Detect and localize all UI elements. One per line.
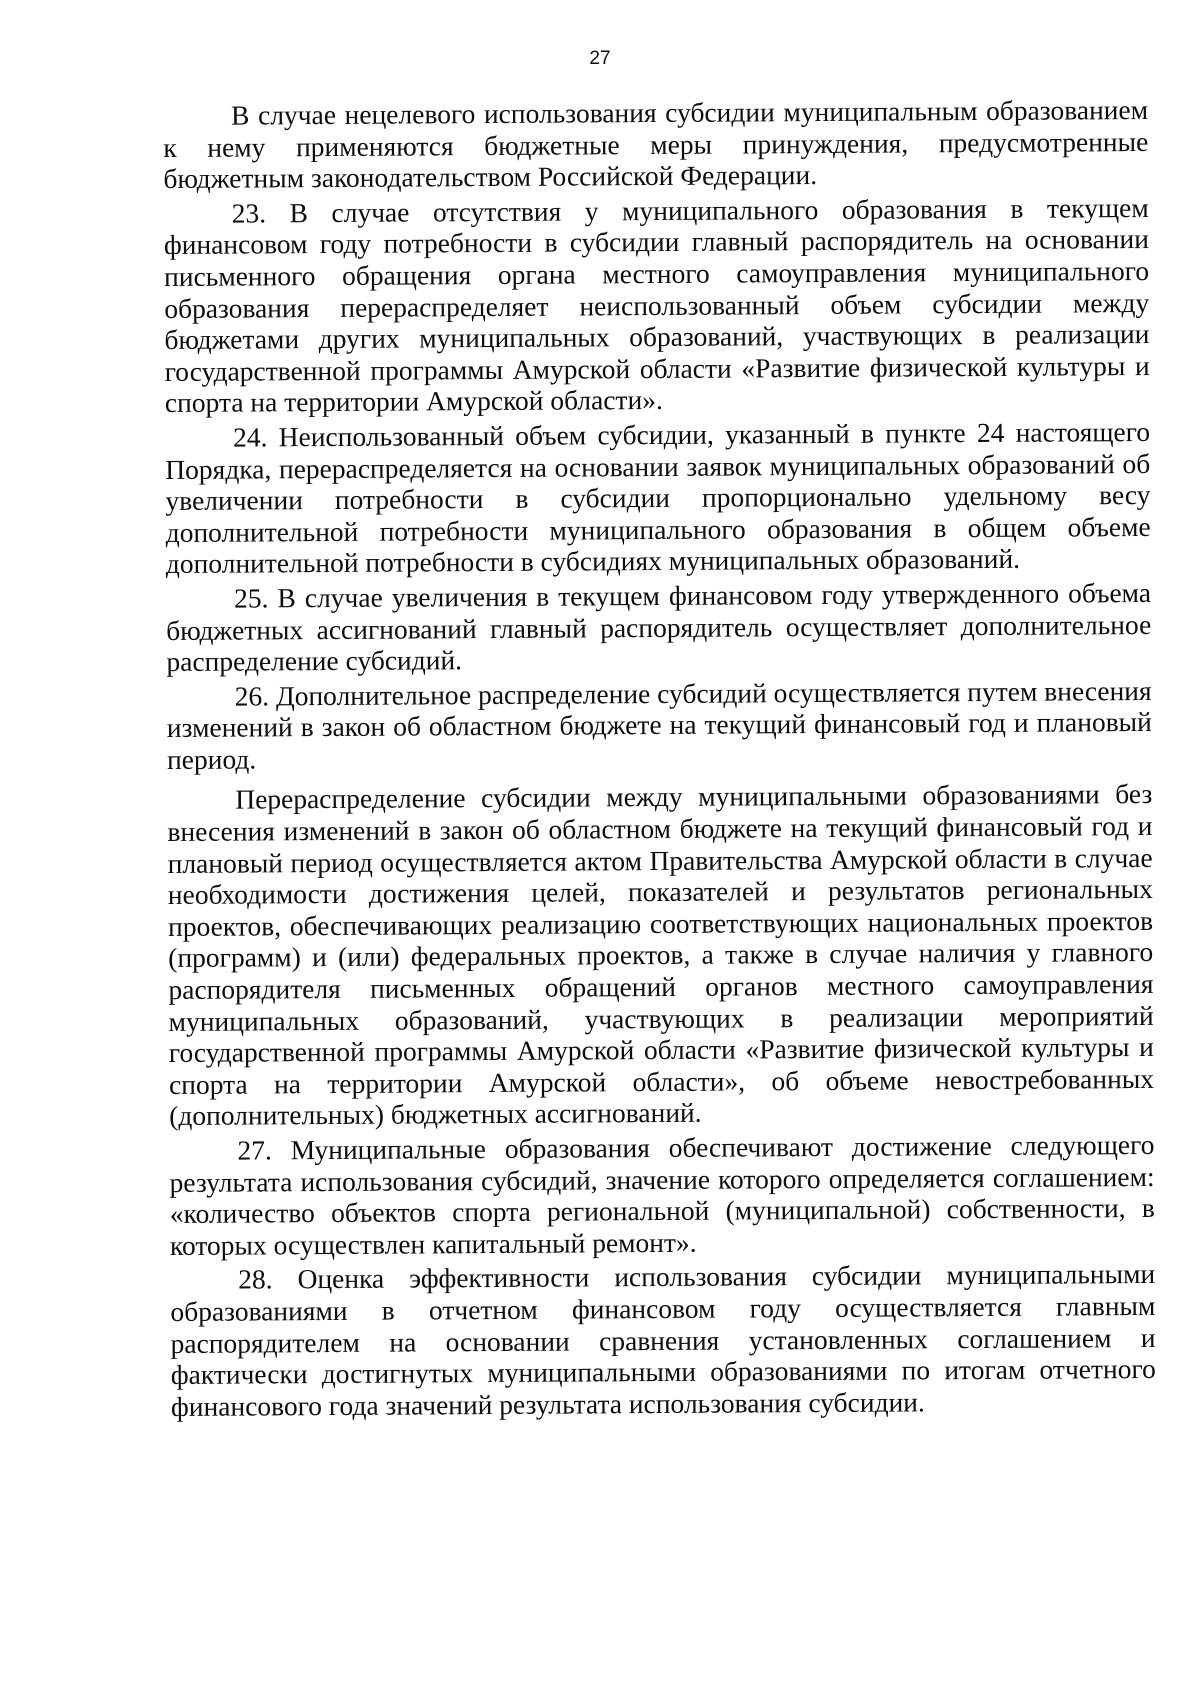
paragraph-28: 28. Оценка эффективности использования субсидии муниципальными образованиями в отчетном финансовом году осуществляется главным распорядителем на основании сравнения установленных соглашением и фактически достигнутых муниципальными образованиями по итогам отчетного финансового года значений результата использования субсидии. bbox=[170, 1258, 1156, 1422]
paragraph-27: 27. Муниципальные образования обеспечивают достижение следующего результата использования субсидий, значение которого определяется соглашением: «количество объектов спорта региональной (муниципальной) собственности, в которых осуществлен капитальный ремонт». bbox=[169, 1128, 1155, 1261]
paragraph-24: 24. Неиспользованный объем субсидии, указанный в пункте 24 настоящего Порядка, перераспределяется на основании заявок муниципальных образований об увеличении потребности в субсидии пропорционально удельному весу дополнительной потребности муниципального образования в общем объеме дополнительной потребности в субсидиях муниципальных образований. bbox=[165, 415, 1151, 580]
paragraph-misuse-measures: В случае нецелевого использования субсидии муниципальным образованием к нему применяются бюджетные меры принуждения, предусмотренные бюджетным законодательством Российской Федерации. bbox=[163, 93, 1149, 195]
paragraph-25: 25. В случае увеличения в текущем финансовом году утвержденного объема бюджетных ассигнований главный распорядитель осуществляет дополнительное распределение субсидий. bbox=[166, 576, 1152, 678]
paragraph-26: 26. Дополнительное распределение субсидий осуществляется путем внесения изменений в закон об областном бюджете на текущий финансовый год и плановый период. bbox=[166, 674, 1152, 775]
paragraph-redistribution: Перераспределение субсидии между муниципальными образованиями без внесения изменений в закон об областном бюджете на текущий финансовый год и плановый период осуществляется актом Правительства Амурской области в случае необходимости достижения целей, показателей и результатов региональных проектов, обеспечивающих реализацию соответствующих национальных проектов (программ) и (или) федеральных проектов, а также в случае наличия у главного распорядителя письменных обращений органов местного самоуправления муниципальных образований, участвующих в реализации мероприятий государственной программы Амурской области «Развитие физической культуры и спорта на территории Амурской области», об объеме невостребованных (дополнительных) бюджетных ассигнований. bbox=[167, 778, 1155, 1132]
document-body bbox=[163, 94, 1156, 1422]
paragraph-23: 23. В случае отсутствия у муниципального образования в текущем финансовом году потребности в субсидии главный распорядитель на основании письменного обращения органа местного самоуправления муниципального образования перераспределяет неиспользованный объем субсидии между бюджетами других муниципальных образований, участвующих в реализации государственной программы Амурской области «Развитие физической культуры и спорта на территории Амурской области». bbox=[163, 191, 1150, 419]
page-number: 27 bbox=[589, 48, 611, 69]
